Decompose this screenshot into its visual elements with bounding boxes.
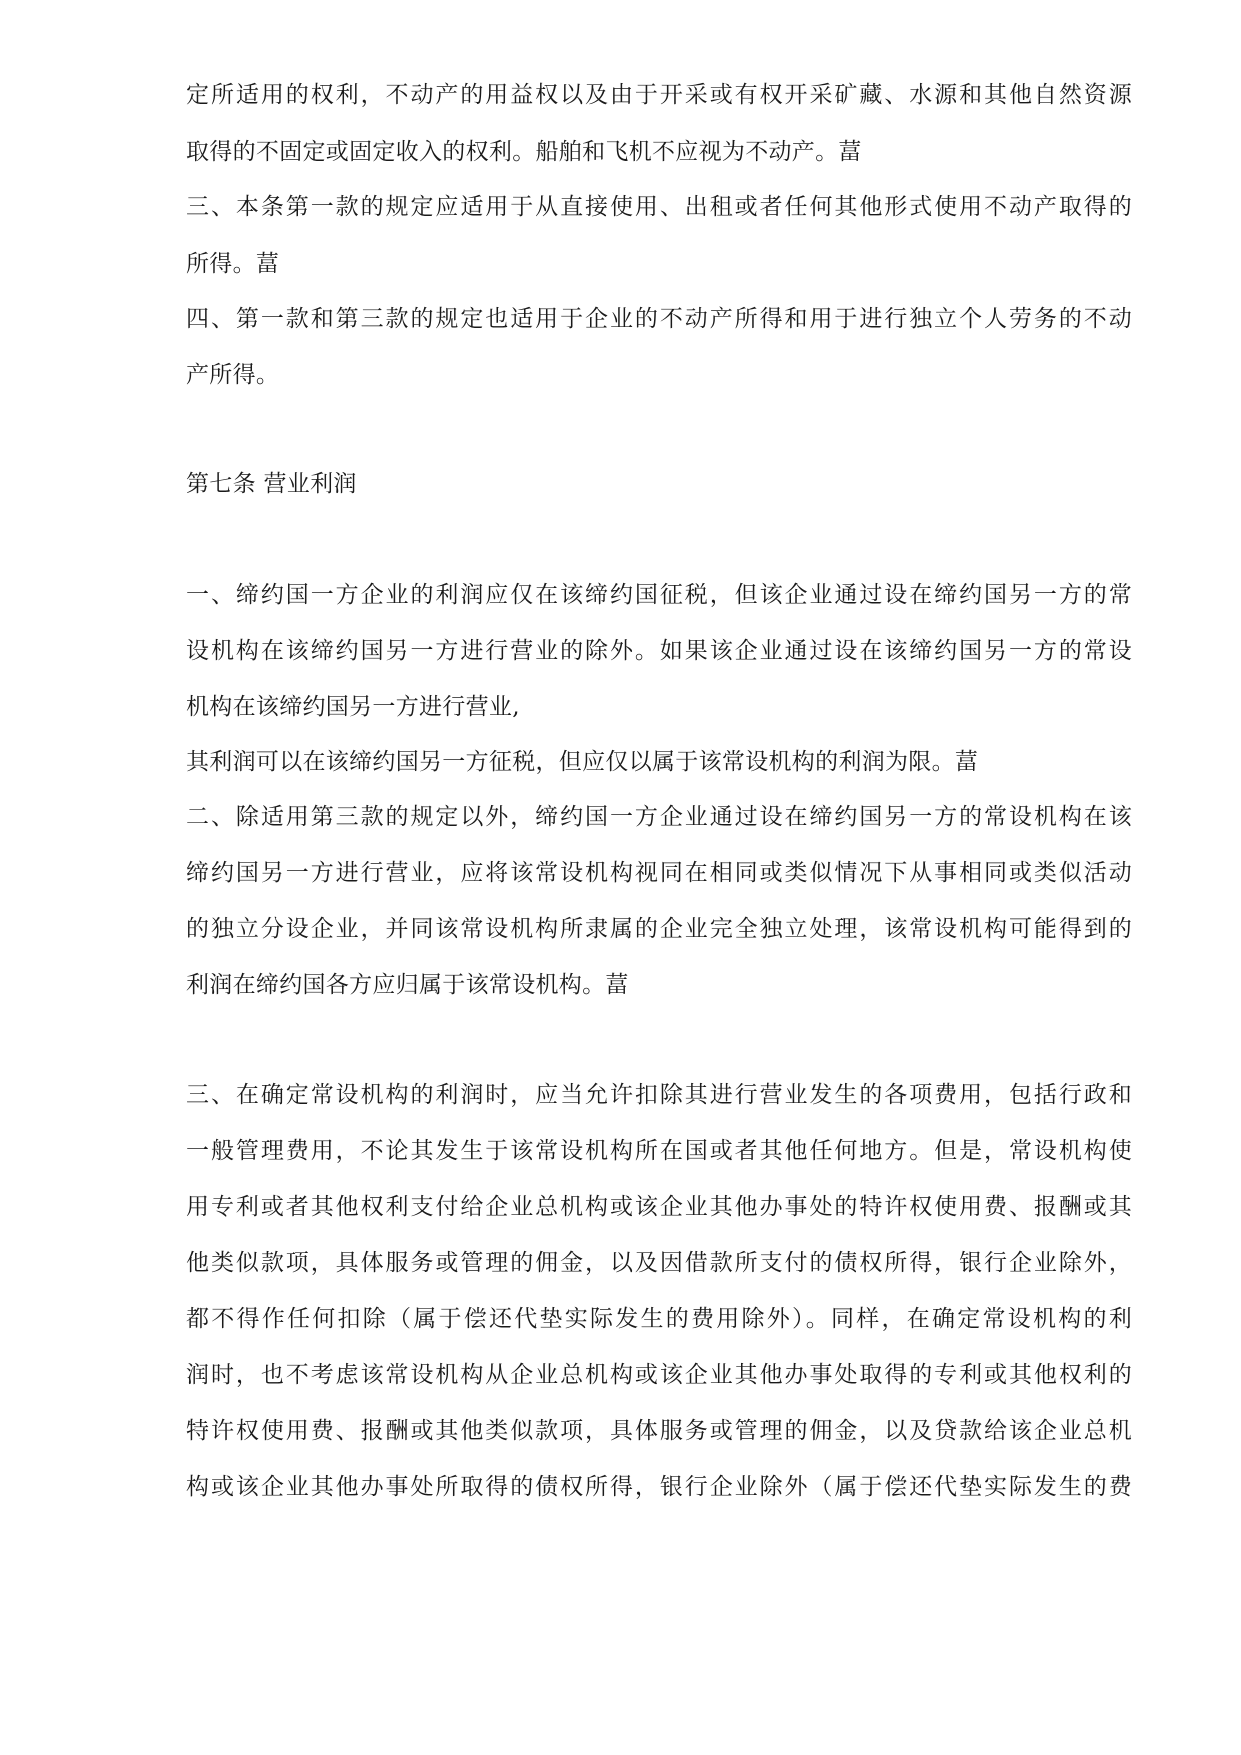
- text-line: 定所适用的权利，不动产的用益权以及由于开采或有权开采矿藏、水源和其他自然资源: [186, 82, 1132, 108]
- text-line: 缔约国另一方进行营业，应将该常设机构视同在相同或类似情况下从事相同或类似活动: [186, 860, 1132, 886]
- text-line: 设机构在该缔约国另一方进行营业的除外。如果该企业通过设在该缔约国另一方的常设: [186, 638, 1132, 664]
- text-line: 三、在确定常设机构的利润时，应当允许扣除其进行营业发生的各项费用，包括行政和: [186, 1082, 1132, 1108]
- text-line: 都不得作任何扣除（属于偿还代垫实际发生的费用除外）。同样，在确定常设机构的利: [186, 1306, 1132, 1332]
- text-line: 所得。葍: [186, 251, 280, 277]
- text-line: 机构在该缔约国另一方进行营业,: [186, 694, 520, 720]
- text-line: 产所得。: [186, 362, 280, 388]
- section-heading: 第七条 营业利润: [186, 471, 357, 497]
- text-line: 的独立分设企业，并同该常设机构所隶属的企业完全独立处理，该常设机构可能得到的: [186, 916, 1132, 942]
- text-line: 利润在缔约国各方应归属于该常设机构。葍: [186, 972, 629, 998]
- text-line: 其利润可以在该缔约国另一方征税，但应仅以属于该常设机构的利润为限。葍: [186, 749, 979, 775]
- text-line: 取得的不固定或固定收入的权利。船舶和飞机不应视为不动产。葍: [186, 139, 862, 165]
- text-line: 一、缔约国一方企业的利润应仅在该缔约国征税，但该企业通过设在缔约国另一方的常: [186, 582, 1132, 608]
- text-line: 用专利或者其他权利支付给企业总机构或该企业其他办事处的特许权使用费、报酬或其: [186, 1194, 1132, 1220]
- text-line: 三、本条第一款的规定应适用于从直接使用、出租或者任何其他形式使用不动产取得的: [186, 194, 1132, 220]
- text-line: 他类似款项，具体服务或管理的佣金，以及因借款所支付的债权所得，银行企业除外，: [186, 1250, 1132, 1276]
- text-line: 润时，也不考虑该常设机构从企业总机构或该企业其他办事处取得的专利或其他权利的: [186, 1362, 1132, 1388]
- text-line: 特许权使用费、报酬或其他类似款项，具体服务或管理的佣金，以及贷款给该企业总机: [186, 1418, 1132, 1444]
- text-line: 二、除适用第三款的规定以外，缔约国一方企业通过设在缔约国另一方的常设机构在该: [186, 804, 1132, 830]
- text-line: 一般管理费用，不论其发生于该常设机构所在国或者其他任何地方。但是，常设机构使: [186, 1138, 1132, 1164]
- text-line: 四、第一款和第三款的规定也适用于企业的不动产所得和用于进行独立个人劳务的不动: [186, 306, 1132, 332]
- text-line: 构或该企业其他办事处所取得的债权所得，银行企业除外（属于偿还代垫实际发生的费: [186, 1474, 1132, 1500]
